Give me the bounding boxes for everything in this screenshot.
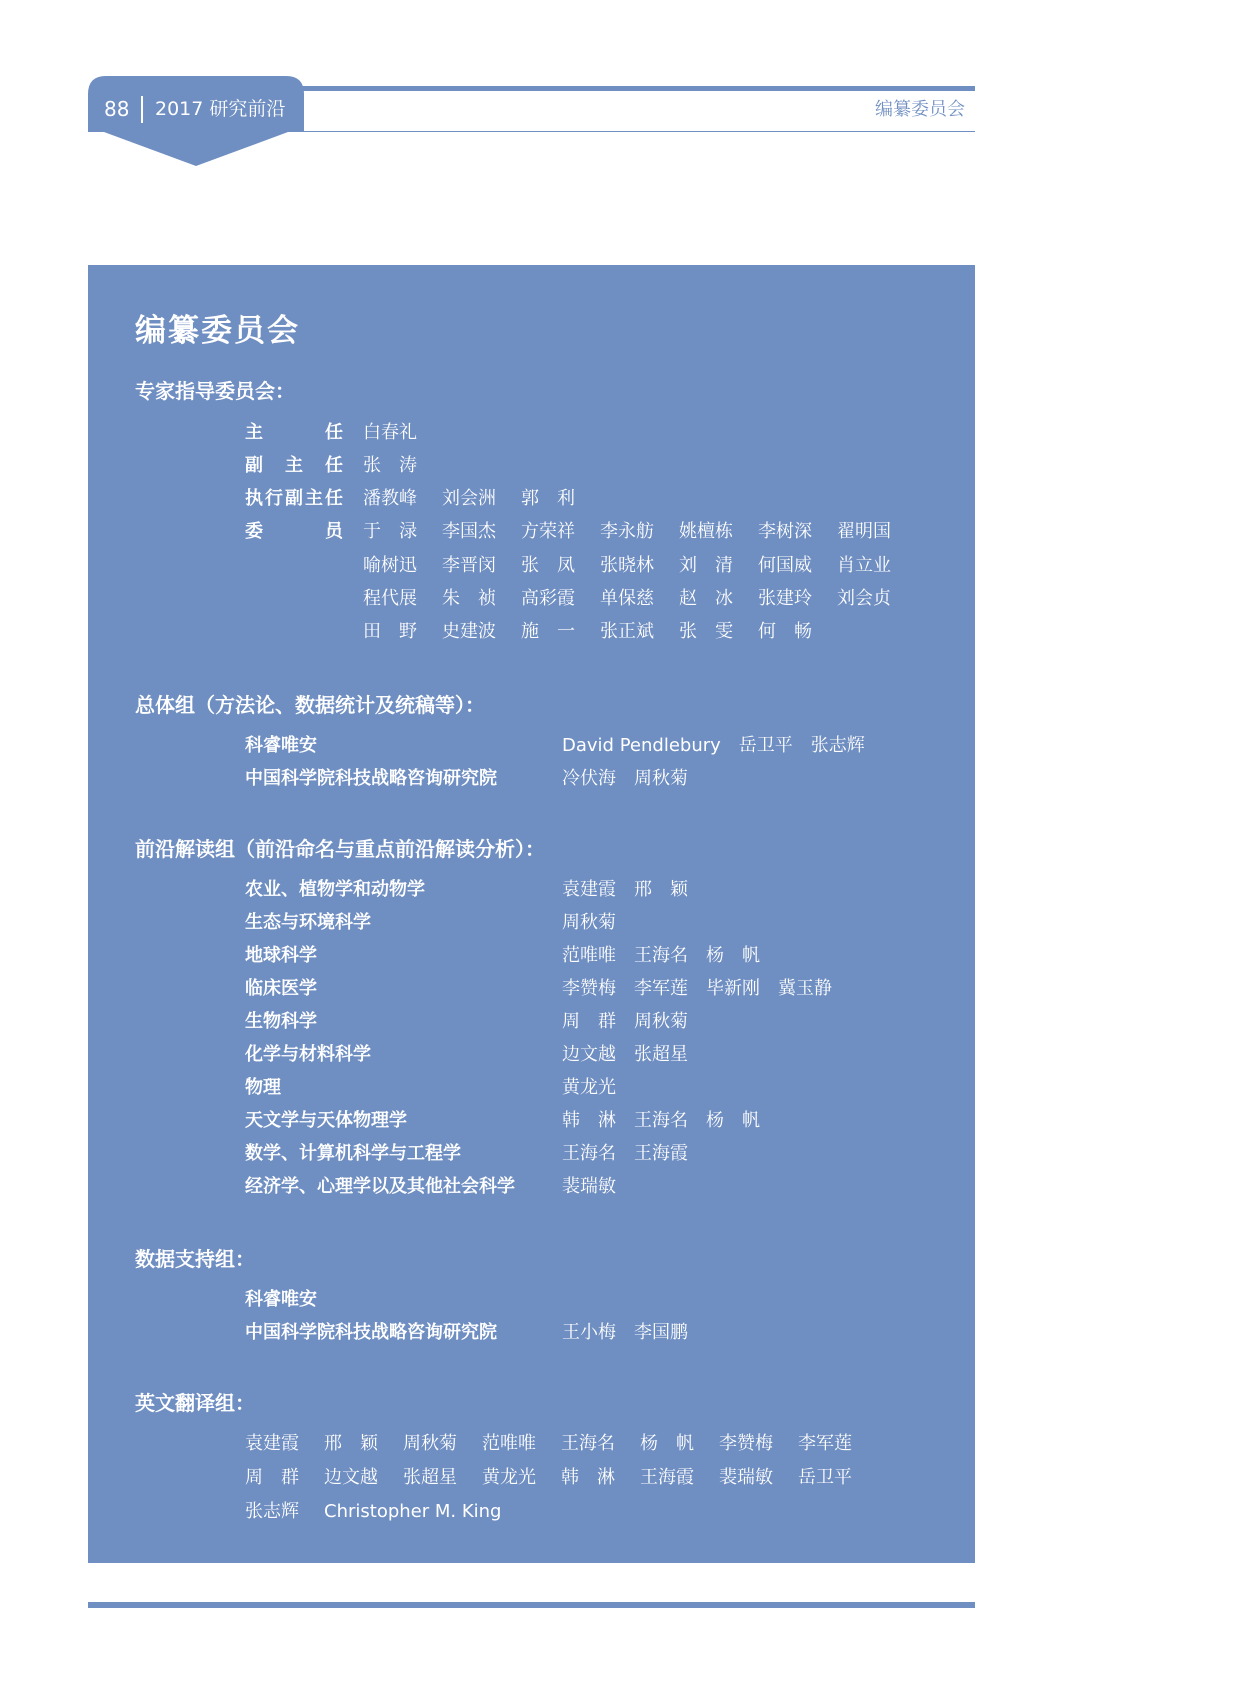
translation-group-heading: 英文翻译组： <box>135 1391 255 1415</box>
committee-role-label <box>245 486 343 512</box>
header-rule-top <box>300 86 975 91</box>
translator-row <box>245 1499 501 1525</box>
member-name: 黄龙光 <box>562 1077 616 1098</box>
member-name: 王海名 <box>634 945 688 966</box>
data-support-people <box>562 1320 706 1346</box>
member-name: 毕新刚 <box>706 978 760 999</box>
member-name: 史建波 <box>442 621 496 642</box>
committee-row <box>0 619 1240 645</box>
member-name: 何 畅 <box>758 621 812 642</box>
translator-name: 边文越 <box>324 1467 378 1488</box>
member-name: 何国威 <box>758 555 812 576</box>
role-char: 副 <box>245 455 263 476</box>
member-name: 刘会洲 <box>442 488 496 509</box>
role-char: 任 <box>325 455 343 476</box>
member-name: 王海霞 <box>634 1143 688 1164</box>
interpretation-people <box>562 1108 778 1134</box>
translator-name: 黄龙光 <box>482 1467 536 1488</box>
member-name: 范唯唯 <box>562 945 616 966</box>
member-name: 喻树迅 <box>363 555 417 576</box>
member-name: 朱 祯 <box>442 588 496 609</box>
member-name: 张晓林 <box>600 555 654 576</box>
committee-row <box>0 553 1240 579</box>
member-name: 赵 冰 <box>679 588 733 609</box>
interpretation-row <box>0 1009 1240 1035</box>
member-name: 方荣祥 <box>521 521 575 542</box>
interpretation-org: 农业、植物学和动物学 <box>245 879 425 900</box>
member-name: 周 群 <box>562 1011 616 1032</box>
member-name: 裴瑞敏 <box>562 1176 616 1197</box>
interpretation-org: 物理 <box>245 1077 281 1098</box>
interpretation-org: 地球科学 <box>245 945 317 966</box>
data-support-group-heading: 数据支持组： <box>135 1247 255 1271</box>
interpretation-people <box>562 877 706 903</box>
interpretation-row <box>0 877 1240 903</box>
interpretation-people <box>562 1042 706 1068</box>
interpretation-row <box>0 1042 1240 1068</box>
translator-name: 王海霞 <box>640 1467 694 1488</box>
interpretation-org: 经济学、心理学以及其他社会科学 <box>245 1176 515 1197</box>
committee-role-label <box>245 453 343 479</box>
member-name: 刘会贞 <box>837 588 891 609</box>
general-group-people <box>562 733 883 759</box>
committee-names <box>363 619 837 645</box>
member-name: 邢 颖 <box>634 879 688 900</box>
interpretation-people <box>562 910 634 936</box>
general-group-row <box>0 766 1240 792</box>
member-name: 张正斌 <box>600 621 654 642</box>
member-name: 高彩霞 <box>521 588 575 609</box>
interpretation-row <box>0 976 1240 1002</box>
committee-names <box>363 586 916 612</box>
member-name: 杨 帆 <box>706 1110 760 1131</box>
page-number: 88 <box>104 97 130 121</box>
data-support-row <box>0 1287 1240 1313</box>
interpretation-row <box>0 943 1240 969</box>
role-char: 执 <box>245 488 263 509</box>
member-name: 白春礼 <box>363 422 417 443</box>
committee-names <box>363 553 916 579</box>
member-name: 张志辉 <box>810 735 865 756</box>
member-name: 周秋菊 <box>562 912 616 933</box>
interpretation-people <box>562 976 850 1002</box>
member-name: 冀玉静 <box>778 978 832 999</box>
role-char: 行 <box>265 488 283 509</box>
member-name: 张超星 <box>634 1044 688 1065</box>
interpretation-group-heading: 前沿解读组（前沿命名与重点前沿解读分析）： <box>135 837 545 861</box>
interpretation-people <box>562 943 778 969</box>
general-group-org: 中国科学院科技战略咨询研究院 <box>245 768 497 789</box>
translator-name: 张超星 <box>403 1467 457 1488</box>
committee-role-label <box>245 420 343 446</box>
member-name: 杨 帆 <box>706 945 760 966</box>
interpretation-org: 生物科学 <box>245 1011 317 1032</box>
header-rule-bottom <box>300 131 975 132</box>
role-char: 委 <box>245 521 263 542</box>
page-title: 编纂委员会 <box>135 313 300 349</box>
interpretation-people <box>562 1174 634 1200</box>
member-name: 李赞梅 <box>562 978 616 999</box>
committee-names <box>363 453 442 479</box>
interpretation-row <box>0 910 1240 936</box>
member-name: 岳卫平 <box>738 735 793 756</box>
translator-row <box>245 1431 877 1457</box>
general-group-row <box>0 733 1240 759</box>
member-name: 潘教峰 <box>363 488 417 509</box>
member-name: 施 一 <box>521 621 575 642</box>
data-support-org: 科睿唯安 <box>245 1289 317 1310</box>
book-title: 2017 研究前沿 <box>155 98 286 120</box>
interpretation-row <box>0 1174 1240 1200</box>
member-name: 张 涛 <box>363 455 417 476</box>
committee-row <box>0 586 1240 612</box>
general-group-org: 科睿唯安 <box>245 735 317 756</box>
interpretation-org: 化学与材料科学 <box>245 1044 371 1065</box>
member-name: 张建玲 <box>758 588 812 609</box>
interpretation-org: 数学、计算机科学与工程学 <box>245 1143 461 1164</box>
interpretation-row <box>0 1108 1240 1134</box>
committee-row <box>0 453 1240 479</box>
role-char: 员 <box>325 521 343 542</box>
committee-names <box>363 486 600 512</box>
member-name: 周秋菊 <box>634 768 688 789</box>
header-divider <box>141 96 143 123</box>
role-char: 任 <box>325 488 343 509</box>
general-group-heading: 总体组（方法论、数据统计及统稿等）： <box>135 693 485 717</box>
member-name: 李国杰 <box>442 521 496 542</box>
member-name: David Pendlebury <box>562 735 721 756</box>
interpretation-people <box>562 1009 706 1035</box>
interpretation-row <box>0 1141 1240 1167</box>
committee-row <box>0 420 1240 446</box>
member-name: 单保慈 <box>600 588 654 609</box>
member-name: 李军莲 <box>634 978 688 999</box>
general-group-people <box>562 766 706 792</box>
interpretation-org: 天文学与天体物理学 <box>245 1110 407 1131</box>
translator-name: Christopher M. King <box>324 1501 502 1522</box>
member-name: 边文越 <box>562 1044 616 1065</box>
member-name: 张 凤 <box>521 555 575 576</box>
member-name: 郭 利 <box>521 488 575 509</box>
member-name: 张 雯 <box>679 621 733 642</box>
member-name: 李晋闵 <box>442 555 496 576</box>
translator-name: 韩 淋 <box>561 1467 615 1488</box>
member-name: 李树深 <box>758 521 812 542</box>
expert-committee-heading: 专家指导委员会： <box>135 379 295 403</box>
member-name: 王海名 <box>562 1143 616 1164</box>
member-name: 田 野 <box>363 621 417 642</box>
member-name: 冷伏海 <box>562 768 616 789</box>
member-name: 李永舫 <box>600 521 654 542</box>
member-name: 袁建霞 <box>562 879 616 900</box>
member-name: 肖立业 <box>837 555 891 576</box>
member-name: 李国鹏 <box>634 1322 688 1343</box>
member-name: 周秋菊 <box>634 1011 688 1032</box>
translator-name: 李赞梅 <box>719 1433 773 1454</box>
member-name: 王小梅 <box>562 1322 616 1343</box>
role-char: 任 <box>325 422 343 443</box>
member-name: 刘 清 <box>679 555 733 576</box>
footer-rule <box>88 1602 975 1608</box>
running-section-title: 编纂委员会 <box>875 99 965 120</box>
committee-names <box>363 420 442 446</box>
translator-name: 邢 颖 <box>324 1433 378 1454</box>
translator-name: 李军莲 <box>798 1433 852 1454</box>
member-name: 王海名 <box>634 1110 688 1131</box>
member-name: 韩 淋 <box>562 1110 616 1131</box>
member-name: 程代展 <box>363 588 417 609</box>
translator-name: 张志辉 <box>245 1501 299 1522</box>
translator-name: 周 群 <box>245 1467 299 1488</box>
member-name: 翟明国 <box>837 521 891 542</box>
committee-row <box>0 519 1240 545</box>
translator-row <box>245 1465 877 1491</box>
interpretation-people <box>562 1075 634 1101</box>
member-name: 于 渌 <box>363 521 417 542</box>
committee-row <box>0 486 1240 512</box>
interpretation-people <box>562 1141 706 1167</box>
role-char: 主 <box>305 488 323 509</box>
translator-name: 袁建霞 <box>245 1433 299 1454</box>
member-name: 姚檀栋 <box>679 521 733 542</box>
interpretation-org: 临床医学 <box>245 978 317 999</box>
translator-name: 周秋菊 <box>403 1433 457 1454</box>
header-tab <box>88 76 304 166</box>
committee-role-label <box>245 519 343 545</box>
translator-name: 王海名 <box>561 1433 615 1454</box>
translator-name: 范唯唯 <box>482 1433 536 1454</box>
role-char: 主 <box>285 455 303 476</box>
interpretation-org: 生态与环境科学 <box>245 912 371 933</box>
translator-name: 裴瑞敏 <box>719 1467 773 1488</box>
role-char: 副 <box>285 488 303 509</box>
committee-names <box>363 519 916 545</box>
interpretation-row <box>0 1075 1240 1101</box>
translator-name: 岳卫平 <box>798 1467 852 1488</box>
translator-name: 杨 帆 <box>640 1433 694 1454</box>
role-char: 主 <box>245 422 263 443</box>
data-support-row <box>0 1320 1240 1346</box>
data-support-org: 中国科学院科技战略咨询研究院 <box>245 1322 497 1343</box>
